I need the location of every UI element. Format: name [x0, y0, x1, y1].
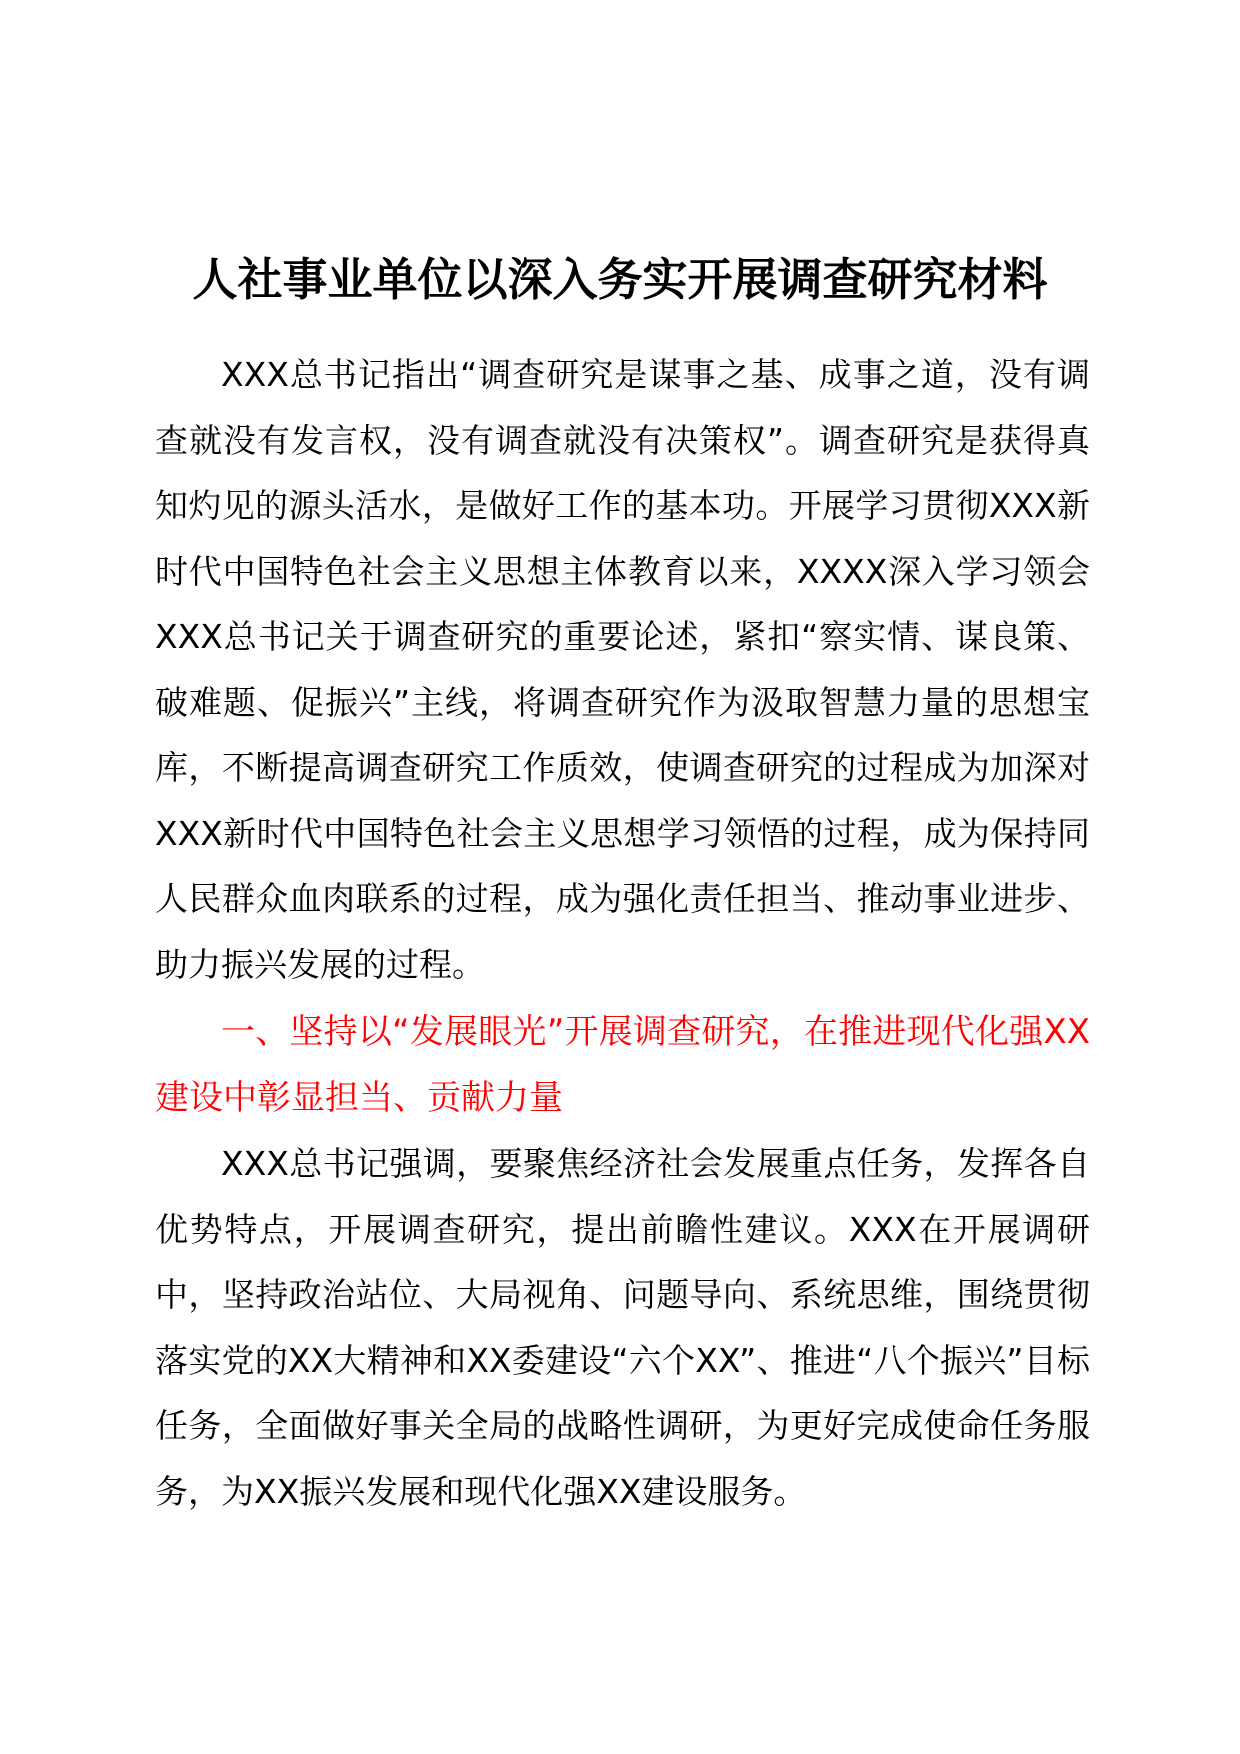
document-title: 人社事业单位以深入务实开展调查研究材料: [192, 253, 1048, 306]
section-heading: 一、坚持以“发展眼光”开展调查研究，在推进现代化强XX建设中彰显担当、贡献力量: [155, 1012, 1090, 1118]
section-paragraph: XXX总书记强调，要聚焦经济社会发展重点任务，发挥各自优势特点，开展调查研究，提出前瞻性建议。XXX在开展调研中，坚持政治站位、大局视角、问题导向、系统思维，围绕贯彻落实党的XX大精神和XX委建设“六个XX”、推进“八个振兴”目标任务，全面做好事关全局的战略性调研，为更好完成使命任务服务，为XX振兴发展和现代化强XX建设服务。: [155, 1144, 1090, 1511]
intro-paragraph: XXX总书记指出“调查研究是谋事之基、成事之道，没有调查就没有发言权，没有调查就没有决策权”。调查研究是获得真知灼见的源头活水，是做好工作的基本功。开展学习贯彻XXX新时代中国特色社会主义思想主体教育以来，XXXX深入学习领会XXX总书记关于调查研究的重要论述，紧扣“察实情、谋良策、破难题、促振兴”主线，将调查研究作为汲取智慧力量的思想宝库，不断提高调查研究工作质效，使调查研究的过程成为加深对XXX新时代中国特色社会主义思想学习领悟的过程，成为保持同人民群众血肉联系的过程，成为强化责任担当、推动事业进步、助力振兴发展的过程。: [155, 355, 1090, 984]
